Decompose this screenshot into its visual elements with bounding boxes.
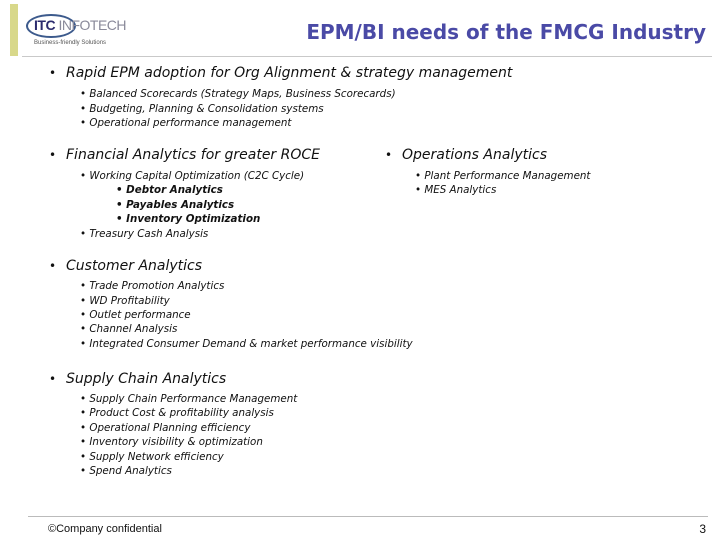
list-item: • Supply Chain Performance Management — [80, 393, 298, 405]
section-heading-text: Operations Analytics — [402, 147, 547, 163]
list-item: • Balanced Scorecards (Strategy Maps, Business Scorecards) — [80, 88, 396, 100]
list-item: • Budgeting, Planning & Consolidation systems — [80, 103, 324, 115]
list-item: • Inventory visibility & optimization — [80, 436, 263, 448]
list-item: • Spend Analytics — [80, 465, 172, 477]
section-heading-operations — [385, 147, 547, 163]
section-heading-text: Rapid EPM adoption for Org Alignment & strategy management — [66, 65, 513, 81]
footer-divider — [28, 516, 708, 517]
logo-infotech: INFOTECH — [55, 17, 127, 33]
list-item: • Operational performance management — [80, 117, 292, 129]
bullet-icon: • — [385, 148, 393, 162]
logo-wordmark — [34, 17, 126, 33]
list-item: • Debtor Analytics — [116, 184, 223, 196]
logo-itc: ITC — [34, 17, 56, 33]
logo-tagline: Business-friendly Solutions — [34, 40, 107, 46]
section-heading-epm — [49, 65, 513, 81]
list-item: • WD Profitability — [80, 295, 170, 307]
company-logo — [22, 6, 132, 52]
list-item: • Product Cost & profitability analysis — [80, 407, 274, 419]
list-item: • Channel Analysis — [80, 323, 178, 335]
list-item: • MES Analytics — [415, 184, 497, 196]
header-accent-bar — [10, 4, 18, 56]
bullet-icon: • — [49, 372, 57, 386]
list-item: • Plant Performance Management — [415, 170, 591, 182]
list-item: • Working Capital Optimization (C2C Cycle) — [80, 170, 305, 182]
section-heading-customer — [49, 258, 203, 274]
list-item: • Outlet performance — [80, 309, 191, 321]
list-item: • Treasury Cash Analysis — [80, 228, 209, 240]
list-item: • Inventory Optimization — [116, 213, 261, 225]
title-divider — [22, 56, 712, 57]
section-heading-text: Customer Analytics — [66, 258, 203, 274]
section-heading-text: Supply Chain Analytics — [66, 371, 227, 387]
list-item: • Payables Analytics — [116, 199, 235, 211]
bullet-icon: • — [49, 259, 57, 273]
confidential-notice: ©Company confidential — [48, 523, 162, 535]
section-heading-text: Financial Analytics for greater ROCE — [66, 147, 321, 163]
list-item: • Operational Planning efficiency — [80, 422, 251, 434]
slide-title: EPM/BI needs of the FMCG Industry — [306, 20, 706, 44]
list-item: • Supply Network efficiency — [80, 451, 224, 463]
bullet-icon: • — [49, 66, 57, 80]
page-number: 3 — [699, 522, 706, 536]
section-heading-supply-chain — [49, 371, 227, 387]
section-heading-financial — [49, 147, 321, 163]
bullet-icon: • — [49, 148, 57, 162]
list-item: • Trade Promotion Analytics — [80, 280, 225, 292]
list-item: • Integrated Consumer Demand & market performance visibility — [80, 338, 413, 350]
